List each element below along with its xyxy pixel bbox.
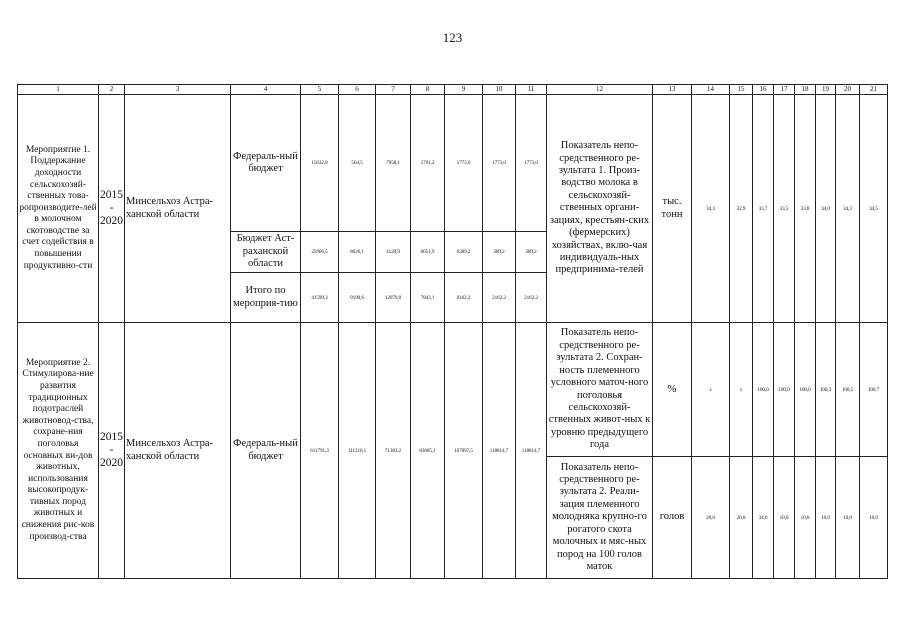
amount-cell: 564,5 <box>339 95 376 232</box>
target-cell: 10,0 <box>836 457 860 579</box>
amount-cell: 8162,2 <box>445 273 483 323</box>
amount-cell: 7843,1 <box>411 273 445 323</box>
col-num: 20 <box>836 85 860 95</box>
target-cell: 100,0 <box>795 323 816 457</box>
col-num: 8 <box>411 85 445 95</box>
target-cell: 100,0 <box>753 323 774 457</box>
target-cell: 34,3 <box>692 95 730 323</box>
col-num: 6 <box>339 85 376 95</box>
indicator-3-text: Показатель непо-средственного ре-зультата 2. Реали-зация племенного молодняка крупно-го рогатого скота молочных и мяс-ных пород на 100 голов маток <box>547 457 653 579</box>
target-cell: 33,7 <box>753 95 774 323</box>
col-num: 9 <box>445 85 483 95</box>
amount-cell: 2162,2 <box>483 273 516 323</box>
amount-cell: 107897,5 <box>445 323 483 579</box>
col-num: 7 <box>376 85 411 95</box>
amount-cell: 1773,0 <box>516 95 547 232</box>
target-cell: 100,3 <box>816 323 836 457</box>
funding-source: Бюджет Аст-раханской области <box>231 232 301 273</box>
amount-cell: 15632,8 <box>301 95 339 232</box>
target-cell: 34,5 <box>860 95 888 323</box>
target-cell: 34,0 <box>753 457 774 579</box>
amount-cell: 1773,0 <box>483 95 516 232</box>
amount-cell: 41599,3 <box>301 273 339 323</box>
amount-cell: 118814,7 <box>483 323 516 579</box>
target-cell: 32,9 <box>730 95 753 323</box>
col-num: 11 <box>516 85 547 95</box>
target-cell: 34,0 <box>816 95 836 323</box>
amount-cell: 9190,6 <box>339 273 376 323</box>
amount-cell: 71383,2 <box>376 323 411 579</box>
target-cell: 100,0 <box>774 323 795 457</box>
col-num: 1 <box>18 85 99 95</box>
col-num: 10 <box>483 85 516 95</box>
program-table <box>17 84 888 579</box>
amount-cell: 389,2 <box>516 232 547 273</box>
col-num: 3 <box>125 85 231 95</box>
amount-cell: 12079,0 <box>376 273 411 323</box>
indicator-1-text: Показатель непо-средственного ре-зультата 1. Произ-водство молока в сельскохозяй-ственных органи-зациях, крестьян-ских (фермерских) хозяйствах, вклю-чая индивидуаль-ных предпринима-телей <box>547 95 653 323</box>
target-cell: 10,0 <box>816 457 836 579</box>
indicator-2-text: Показатель непо-средственного ре-зультата 2. Сохран-ность племенного условного маточ-ного поголовья сельскохозяй-ственных живот-ных к уровню предыдущего года <box>547 323 653 457</box>
col-num: 12 <box>547 85 653 95</box>
target-cell: 10,0 <box>774 457 795 579</box>
page-number: 123 <box>442 30 463 45</box>
amount-cell: 6389,2 <box>445 232 483 273</box>
col-num: 5 <box>301 85 339 95</box>
target-cell: 100,7 <box>860 323 888 457</box>
measure-2-period: 2015 - 2020 <box>99 323 125 579</box>
measure-2-name: Мероприятие 2. Стимулирова-ние развития традиционных подотраслей животновод-ства, сохране-ния поголовья основных ви-дов животных, использования высокопродук-тивных пород животных и снижения рис-ков производ-ства <box>18 323 99 579</box>
indicator-3-unit: голов <box>653 457 692 579</box>
amount-cell: 6051,9 <box>411 232 445 273</box>
target-cell: 33,5 <box>774 95 795 323</box>
measure-1-executor: Минсельхоз Астра-ханской области <box>125 95 231 323</box>
col-num: 17 <box>774 85 795 95</box>
funding-source: Федераль-ный бюджет <box>231 323 301 579</box>
amount-cell: 2162,2 <box>516 273 547 323</box>
col-num: 14 <box>692 85 730 95</box>
col-num: 13 <box>653 85 692 95</box>
target-cell: 20,0 <box>730 457 753 579</box>
funding-source: Федераль-ный бюджет <box>231 95 301 232</box>
col-num: 15 <box>730 85 753 95</box>
col-num: 16 <box>753 85 774 95</box>
target-cell: 20,0 <box>692 457 730 579</box>
target-cell: x <box>730 323 753 457</box>
amount-cell: 111216,1 <box>339 323 376 579</box>
amount-cell: 611791,3 <box>301 323 339 579</box>
amount-cell: 4120,9 <box>376 232 411 273</box>
target-cell: 33,8 <box>795 95 816 323</box>
amount-cell: 1791,2 <box>411 95 445 232</box>
measure-2-executor: Минсельхоз Астра-ханской области <box>125 323 231 579</box>
measure-1-name: Мероприятие 1. Поддержание доходности сельскохозяй-ственных това-ропроизводите-лей в молочном скотоводстве за счет содействия в повышении продуктивно-сти <box>18 95 99 323</box>
target-cell: 10,0 <box>860 457 888 579</box>
funding-source: Итого по мероприя-тию <box>231 273 301 323</box>
col-num: 4 <box>231 85 301 95</box>
amount-cell: 118814,7 <box>516 323 547 579</box>
amount-cell: 25966,5 <box>301 232 339 273</box>
target-cell: x <box>692 323 730 457</box>
col-num: 21 <box>860 85 888 95</box>
amount-cell: 83665,1 <box>411 323 445 579</box>
indicator-1-unit: тыс. тонн <box>653 95 692 323</box>
amount-cell: 1773,0 <box>445 95 483 232</box>
col-num: 18 <box>795 85 816 95</box>
target-cell: 10,0 <box>795 457 816 579</box>
table-row <box>18 95 888 232</box>
table-row <box>18 323 888 457</box>
amount-cell: 8626,1 <box>339 232 376 273</box>
target-cell: 100,5 <box>836 323 860 457</box>
col-num: 19 <box>816 85 836 95</box>
indicator-2-unit: % <box>653 323 692 457</box>
amount-cell: 389,2 <box>483 232 516 273</box>
amount-cell: 7958,1 <box>376 95 411 232</box>
column-number-row <box>18 85 888 95</box>
target-cell: 34,3 <box>836 95 860 323</box>
col-num: 2 <box>99 85 125 95</box>
measure-1-period: 2015 - 2020 <box>99 95 125 323</box>
